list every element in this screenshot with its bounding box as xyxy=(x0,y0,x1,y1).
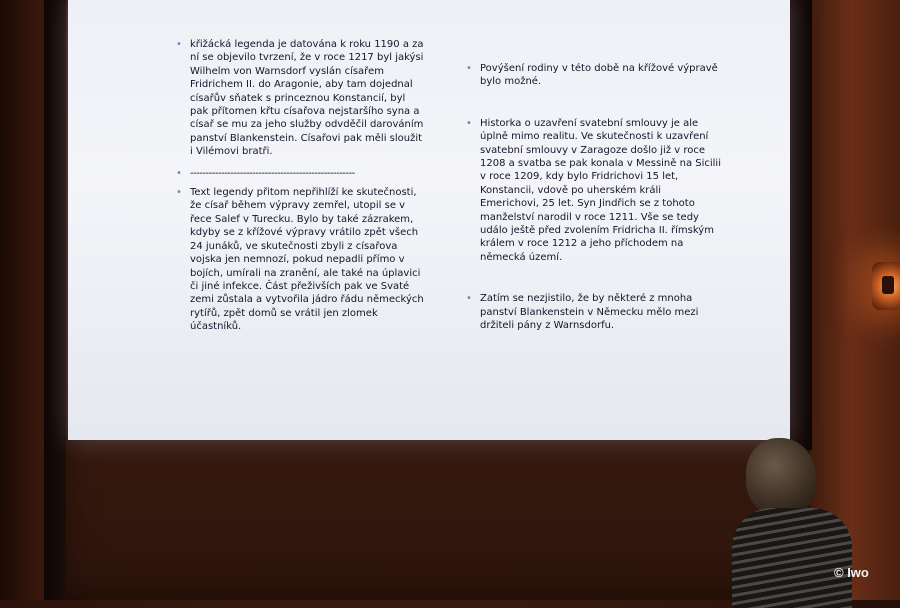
slide-right-column xyxy=(464,62,722,333)
slide-bullet-item xyxy=(464,62,722,89)
slide-bullet-item xyxy=(174,38,424,159)
bullet-icon: • xyxy=(176,187,182,199)
slide-bullet-text: křižácká legenda je datována k roku 1190 a za ní se objevilo tvrzení, že v roce 1217 byl jakýsi Wilhelm von Warnsdorf vyslán císařem Fridrichem II. do Aragonie, aby tam dojednal císařův sňatek s princeznou Konstancií, byl pak přítomen křtu císařova nejstaršího syna a císař se mu za jeho služby odvděčil darováním panství Blankenstein. Císařovi pak měli sloužit i Vilémovi bratři. xyxy=(190,39,424,158)
bullet-icon: • xyxy=(466,117,472,129)
audience-person-silhouette xyxy=(732,438,852,608)
wall-lamp-icon xyxy=(872,262,900,310)
slide-bullet-text: Text legendy přitom nepřihlíží ke skutečnosti, že císař během výpravy zemřel, utopil se v řece Salef v Turecku. Bylo by také zázrakem, kdyby se z křížové výpravy vrátilo zpět všech 24 junáků, ve skutečnosti zbyli z císařova vojska jen nemnozí, pokud nepadli přímo v bojích, umírali na zranění, ale také na úplavici či jiné infekce. Část přeživších pak ve Svaté zemi zůstala a vytvořila jádro řádu německých rytířů, zpět domů se vrátil jen zlomek účastníků. xyxy=(190,187,424,333)
slide-bullet-item xyxy=(464,117,722,264)
bullet-icon: • xyxy=(466,293,472,305)
person-striped-shirt xyxy=(732,508,852,608)
slide-bullet-text: Historka o uzavření svatební smlouvy je ale úplně mimo realitu. Ve skutečnosti k uzavření svatební smlouvy v Zaragoze došlo již v roce 1208 a svatba se pak konala v Messině na Sicilii v roce 1209, kdy bylo Fridrichovi 15 let, Konstancii, vdově po uherském králi Emerichovi, 25 let. Syn Jindřich se z tohoto manželství narodil v roce 1211. Vše se tedy událo ještě před zvolením Fridricha II. římským králem v roce 1212 a jeho příchodem na německá území. xyxy=(480,117,721,263)
bullet-icon: • xyxy=(176,39,182,50)
bullet-icon: • xyxy=(176,167,182,179)
bullet-icon: • xyxy=(466,63,472,74)
screen-edge-right xyxy=(790,0,812,450)
slide-bullet-item xyxy=(174,186,424,333)
projected-slide xyxy=(68,0,790,440)
photo-watermark: © Iwo xyxy=(834,565,869,580)
slide-bullet-text: Zatím se nezjistilo, že by některé z mnoha panství Blankenstein v Německu mělo mezi držiteli pány z Warnsdorfu. xyxy=(480,293,699,332)
slide-divider-text: ----------------------------------------------------- xyxy=(190,167,355,179)
slide-bullet-text: Povýšení rodiny v této době na křížové výpravě bylo možné. xyxy=(480,63,718,88)
screen-edge-left xyxy=(44,0,66,600)
person-head xyxy=(746,438,816,516)
slide-left-column xyxy=(174,38,424,334)
slide-bullet-item xyxy=(464,292,722,332)
slide-bullet-item xyxy=(174,167,424,180)
